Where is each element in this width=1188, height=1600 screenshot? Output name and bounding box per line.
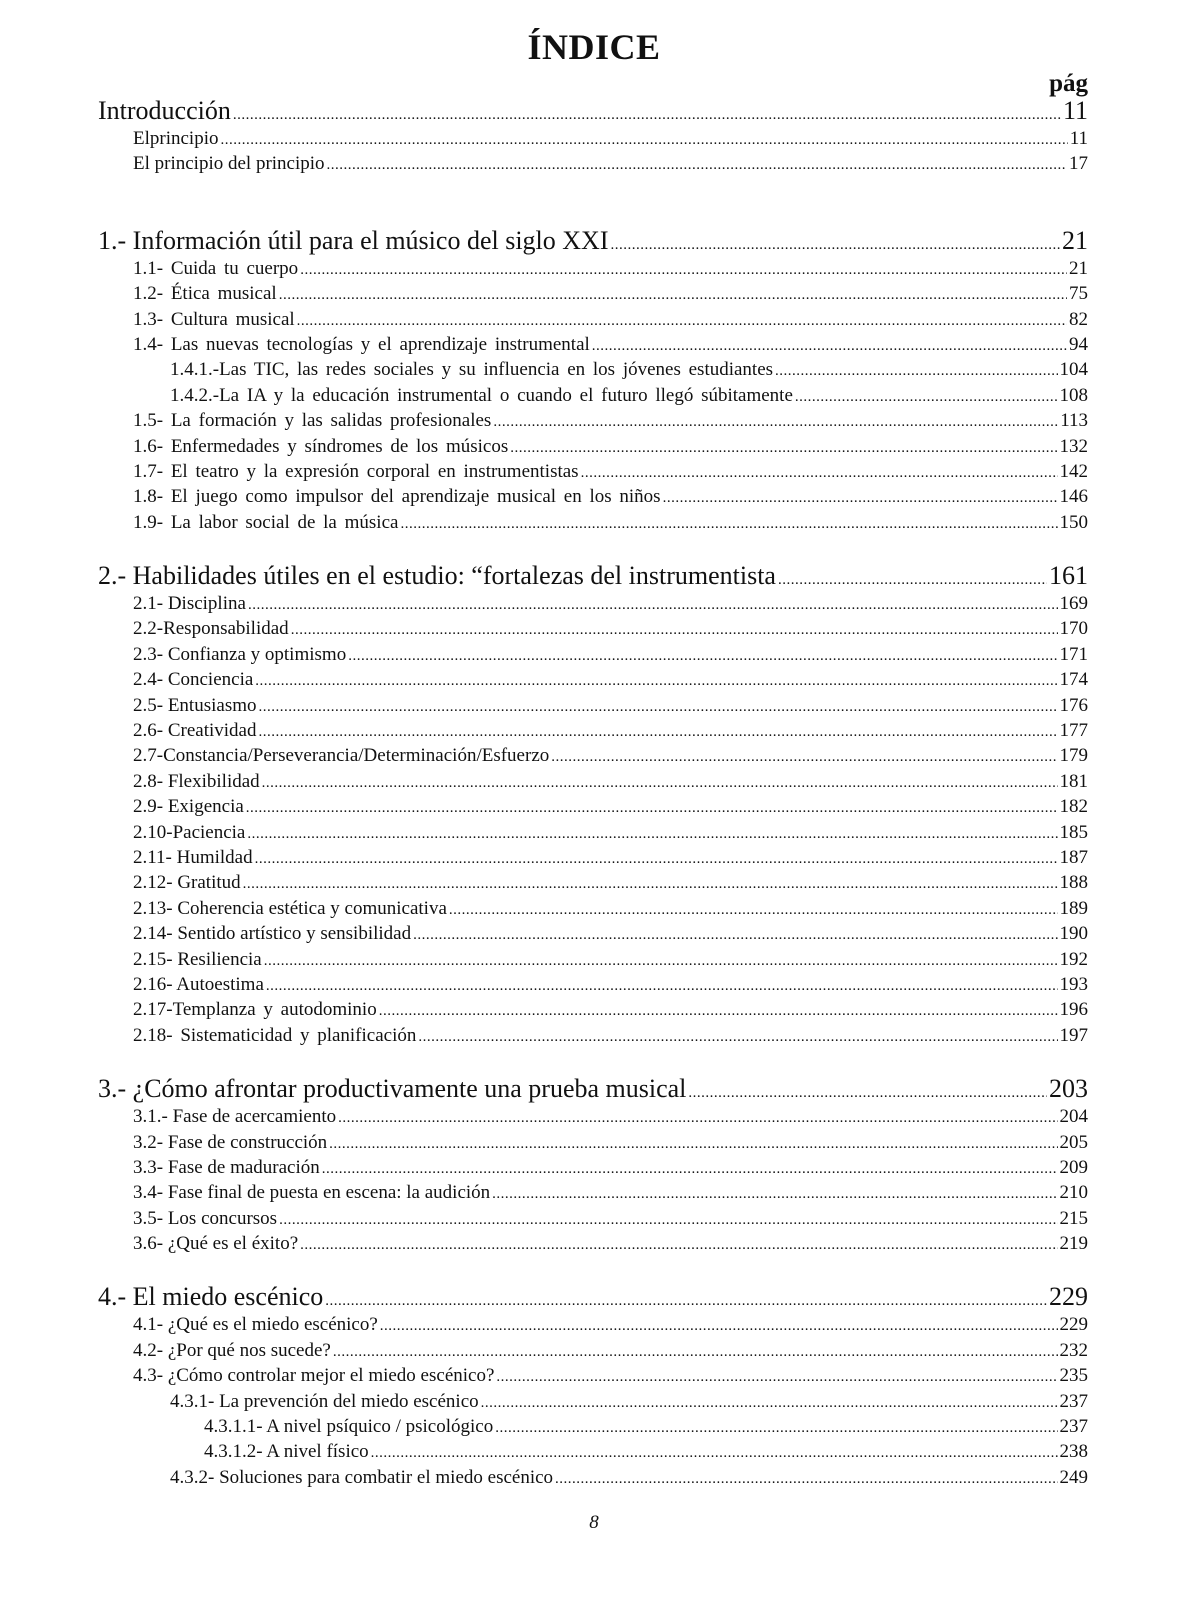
- toc-entry-title: 2.18- Sistematicidad y planificación: [133, 1024, 417, 1046]
- toc-page-number: 235: [1059, 1365, 1088, 1387]
- toc-page-number: 187: [1059, 846, 1088, 868]
- toc-page-number: 11: [1069, 128, 1088, 149]
- toc-page-number: 197: [1059, 1024, 1088, 1046]
- toc-entry-title: 1.2- Ética musical: [133, 283, 277, 305]
- toc-page-number: 189: [1059, 897, 1088, 919]
- dot-leader: [493, 410, 1058, 435]
- page-column-label: pág: [1049, 70, 1088, 97]
- dot-leader: [610, 230, 1060, 260]
- toc-page-number: 150: [1059, 511, 1088, 533]
- toc-entry[interactable]: [98, 1389, 1088, 1414]
- toc-entry-title: 4.3.2- Soluciones para combatir el miedo escénico: [170, 1466, 554, 1488]
- toc-entry-title: 1.1- Cuida tu cuerpo: [133, 257, 299, 279]
- toc-page-number: 161: [1049, 561, 1088, 591]
- toc-entry[interactable]: [98, 997, 1088, 1022]
- dot-leader: [496, 1365, 1057, 1390]
- toc-entry-title: 4.2- ¿Por qué nos sucede?: [133, 1339, 331, 1361]
- toc-heading-title: 2.- Habilidades útiles en el estudio: “fortalezas del instrumentista: [98, 561, 776, 591]
- toc-entry-title: 2.2-Responsabilidad: [133, 618, 289, 640]
- page-number: 8: [589, 1512, 599, 1533]
- toc-entry-title: 3.2- Fase de construcción: [133, 1131, 328, 1153]
- toc-entry-title: 1.6- Enfermedades y síndromes de los músicos: [133, 435, 509, 457]
- toc-entry-title: 4.3.1.1- A nivel psíquico / psicológico: [204, 1416, 494, 1438]
- toc-entry-title: 2.8- Flexibilidad: [133, 770, 260, 792]
- dot-leader: [492, 1182, 1057, 1207]
- toc-entry[interactable]: [98, 667, 1088, 692]
- page-title: ÍNDICE: [527, 27, 661, 67]
- dot-leader: [322, 1157, 1058, 1182]
- toc-entry-title: 2.13- Coherencia estética y comunicativa: [133, 897, 447, 919]
- toc-entry[interactable]: [98, 383, 1088, 408]
- toc-entry[interactable]: [98, 616, 1088, 641]
- toc-entry[interactable]: [98, 693, 1088, 718]
- toc-entry[interactable]: [98, 921, 1088, 946]
- dot-leader: [279, 283, 1067, 308]
- dot-leader: [481, 1391, 1058, 1416]
- toc-entry-title: El principio del principio: [133, 153, 325, 175]
- toc-entry[interactable]: [98, 1312, 1088, 1337]
- dot-leader: [264, 949, 1058, 974]
- toc-entry[interactable]: [98, 307, 1088, 332]
- toc-entry[interactable]: [98, 281, 1088, 306]
- toc-entry-title: 2.12- Gratitud: [133, 872, 241, 894]
- toc-page-number: 249: [1059, 1466, 1088, 1488]
- dot-leader: [297, 309, 1067, 334]
- toc-page-number: 219: [1059, 1233, 1088, 1255]
- toc-page-number: 104: [1059, 359, 1088, 381]
- toc-entry-title: 2.10-Paciencia: [133, 821, 246, 843]
- toc-entry[interactable]: [98, 484, 1088, 509]
- toc-entry[interactable]: [98, 1439, 1088, 1464]
- toc-page-number: 229: [1049, 1282, 1088, 1312]
- toc-page-number: 237: [1059, 1416, 1088, 1438]
- toc-entry-title: 3.5- Los concursos: [133, 1207, 278, 1229]
- toc-entry-title: 3.1.- Fase de acercamiento: [133, 1106, 337, 1128]
- toc-entry[interactable]: [98, 769, 1088, 794]
- toc-entry-title: Elprincipio: [133, 128, 219, 149]
- toc-page-number: 176: [1059, 694, 1088, 716]
- toc-entry[interactable]: [98, 126, 1088, 151]
- toc-entry[interactable]: [98, 743, 1088, 768]
- toc-page-number: 185: [1059, 821, 1088, 843]
- toc-heading-title: 3.- ¿Cómo afrontar productivamente una prueba musical: [98, 1074, 687, 1104]
- toc-page-number: 182: [1059, 796, 1088, 818]
- toc-heading-chapter-2[interactable]: [98, 561, 1088, 591]
- dot-leader: [380, 1314, 1058, 1339]
- dot-leader: [220, 128, 1067, 153]
- dot-leader: [279, 1208, 1057, 1233]
- toc-heading-chapter-3[interactable]: [98, 1074, 1088, 1104]
- toc-entry-title: 1.8- El juego como impulsor del aprendizaje musical en los niños: [133, 486, 661, 508]
- dot-leader: [379, 999, 1058, 1024]
- dot-leader: [688, 1078, 1047, 1108]
- toc-page-number: 215: [1059, 1207, 1088, 1229]
- toc-entry-title: 2.16- Autoestima: [133, 973, 264, 995]
- dot-leader: [255, 847, 1058, 872]
- dot-leader: [300, 1233, 1057, 1258]
- toc-entry-title: 1.4.2.-La IA y la educación instrumental o cuando el futuro llegó súbitamente: [170, 384, 793, 406]
- toc-page-number: 190: [1059, 923, 1088, 945]
- toc-entry[interactable]: [98, 1363, 1088, 1388]
- toc-page-number: 82: [1069, 308, 1088, 330]
- toc-entry-title: 1.9- La labor social de la música: [133, 511, 399, 533]
- dot-leader: [555, 1467, 1057, 1492]
- toc-heading-introduction[interactable]: [98, 96, 1088, 126]
- toc-heading-title: 1.- Información útil para el músico del siglo XXI: [98, 225, 609, 255]
- toc-entry[interactable]: [98, 1206, 1088, 1231]
- dot-leader: [258, 720, 1057, 745]
- toc-entry[interactable]: [98, 1130, 1088, 1155]
- toc-page-number: 94: [1069, 333, 1088, 355]
- dot-leader: [418, 1025, 1057, 1050]
- dot-leader: [329, 1132, 1057, 1157]
- toc-entry-title: 2.5- Entusiasmo: [133, 694, 257, 716]
- toc-entry[interactable]: [98, 820, 1088, 845]
- toc-page-number: 229: [1059, 1314, 1088, 1336]
- dot-leader: [247, 822, 1057, 847]
- dot-leader: [338, 1106, 1057, 1131]
- toc-page-number: 11: [1062, 96, 1088, 125]
- dot-leader: [291, 618, 1058, 643]
- dot-leader: [449, 898, 1058, 923]
- toc-entry[interactable]: [98, 1465, 1088, 1490]
- toc-entry-title: 4.3- ¿Cómo controlar mejor el miedo escénico?: [133, 1365, 495, 1387]
- toc-entry[interactable]: [98, 256, 1088, 281]
- toc-entry-title: 2.6- Creatividad: [133, 720, 257, 742]
- toc-entry[interactable]: [98, 947, 1088, 972]
- toc-page-number: 75: [1069, 283, 1088, 305]
- toc-entry-title: 1.4- Las nuevas tecnologías y el aprendizaje instrumental: [133, 333, 590, 355]
- dot-leader: [259, 695, 1058, 720]
- toc-entry-title: 2.7-Constancia/Perseverancia/Determinación/Esfuerzo: [133, 745, 550, 767]
- toc-entry[interactable]: [98, 972, 1088, 997]
- toc-entry-title: 1.7- El teatro y la expresión corporal en instrumentistas: [133, 460, 579, 482]
- dot-leader: [371, 1441, 1058, 1466]
- toc-entry-title: 2.9- Exigencia: [133, 796, 244, 818]
- toc-heading-title: 4.- El miedo escénico: [98, 1282, 324, 1312]
- toc-entry-title: 1.5- La formación y las salidas profesionales: [133, 410, 492, 432]
- toc-page-number: 170: [1059, 618, 1088, 640]
- toc-page-number: 21: [1069, 257, 1088, 279]
- toc-entry-title: 2.17-Templanza y autodominio: [133, 999, 377, 1021]
- toc-entry-title: 2.15- Resiliencia: [133, 948, 262, 970]
- toc-heading-chapter-1[interactable]: [98, 226, 1088, 256]
- toc-page-number: 238: [1059, 1441, 1088, 1463]
- dot-leader: [333, 1340, 1058, 1365]
- toc-entry-title: 3.6- ¿Qué es el éxito?: [133, 1233, 299, 1255]
- toc-page-number: 146: [1059, 486, 1088, 508]
- toc-entry[interactable]: [98, 845, 1088, 870]
- dot-leader: [348, 644, 1057, 669]
- toc-page-number: 210: [1059, 1182, 1088, 1204]
- toc-heading-chapter-4[interactable]: [98, 1282, 1088, 1312]
- dot-leader: [778, 565, 1047, 595]
- toc-entry-title: 1.3- Cultura musical: [133, 308, 295, 330]
- dot-leader: [510, 436, 1057, 461]
- toc-page-number: 188: [1059, 872, 1088, 894]
- toc-entry[interactable]: [98, 718, 1088, 743]
- dot-leader: [795, 385, 1058, 410]
- dot-leader: [327, 153, 1067, 178]
- dot-leader: [300, 258, 1067, 283]
- toc-page-number: 17: [1069, 153, 1088, 175]
- toc-entry[interactable]: [98, 794, 1088, 819]
- toc-page-number: 171: [1059, 643, 1088, 665]
- toc-entry-title: 3.3- Fase de maduración: [133, 1156, 320, 1178]
- toc-page-number: 179: [1059, 745, 1088, 767]
- toc-entry-title: 2.11- Humildad: [133, 846, 253, 868]
- toc-page-number: 132: [1059, 435, 1088, 457]
- dot-leader: [246, 796, 1058, 821]
- dot-leader: [592, 334, 1067, 359]
- toc-entry-title: 2.3- Confianza y optimismo: [133, 643, 347, 665]
- dot-leader: [663, 486, 1058, 511]
- dot-leader: [255, 669, 1057, 694]
- toc-page-number: 204: [1059, 1106, 1088, 1128]
- table-of-contents: [98, 96, 1088, 1490]
- toc-entry[interactable]: [98, 1180, 1088, 1205]
- toc-page-number: 108: [1059, 384, 1088, 406]
- toc-page-number: 205: [1059, 1131, 1088, 1153]
- dot-leader: [266, 974, 1058, 999]
- toc-entry-title: 2.1- Disciplina: [133, 593, 246, 615]
- toc-entry[interactable]: [98, 434, 1088, 459]
- toc-entry-title: 3.4- Fase final de puesta en escena: la audición: [133, 1182, 491, 1204]
- dot-leader: [400, 512, 1057, 537]
- toc-page-number: 193: [1059, 973, 1088, 995]
- toc-entry[interactable]: [98, 870, 1088, 895]
- toc-entry[interactable]: [98, 1155, 1088, 1180]
- toc-page-number: 142: [1059, 460, 1088, 482]
- toc-page-number: 177: [1059, 720, 1088, 742]
- toc-entry-title: 4.3.1- La prevención del miedo escénico: [170, 1390, 479, 1412]
- dot-leader: [775, 359, 1057, 384]
- toc-entry[interactable]: [98, 1023, 1088, 1048]
- toc-entry[interactable]: [98, 642, 1088, 667]
- toc-entry-title: 1.4.1.-Las TIC, las redes sociales y su influencia en los jóvenes estudiantes: [170, 359, 774, 381]
- toc-heading-title: Introducción: [98, 96, 231, 125]
- toc-entry[interactable]: [98, 459, 1088, 484]
- dot-leader: [243, 872, 1058, 897]
- toc-page-number: 169: [1059, 593, 1088, 615]
- toc-entry[interactable]: [98, 357, 1088, 382]
- dot-leader: [233, 100, 1061, 130]
- toc-entry[interactable]: [98, 1104, 1088, 1129]
- dot-leader: [325, 1286, 1047, 1316]
- toc-entry[interactable]: [98, 1414, 1088, 1439]
- toc-page-number: 237: [1059, 1390, 1088, 1412]
- toc-page-number: 192: [1059, 948, 1088, 970]
- dot-leader: [495, 1416, 1057, 1441]
- toc-entry[interactable]: [98, 1231, 1088, 1256]
- toc-entry[interactable]: [98, 1338, 1088, 1363]
- dot-leader: [262, 771, 1058, 796]
- toc-entry[interactable]: [98, 591, 1088, 616]
- toc-entry[interactable]: [98, 332, 1088, 357]
- dot-leader: [413, 923, 1057, 948]
- dot-leader: [551, 745, 1057, 770]
- toc-entry[interactable]: [98, 896, 1088, 921]
- toc-page-number: 196: [1059, 999, 1088, 1021]
- dot-leader: [248, 593, 1058, 618]
- toc-entry[interactable]: [98, 408, 1088, 433]
- toc-page-number: 21: [1062, 225, 1088, 255]
- toc-entry-title: 4.1- ¿Qué es el miedo escénico?: [133, 1314, 378, 1336]
- toc-entry[interactable]: [98, 151, 1088, 176]
- dot-leader: [581, 461, 1058, 486]
- toc-page-number: 209: [1059, 1156, 1088, 1178]
- toc-page-number: 174: [1059, 669, 1088, 691]
- toc-entry[interactable]: [98, 510, 1088, 535]
- toc-entry-title: 4.3.1.2- A nivel físico: [204, 1441, 369, 1463]
- toc-page-number: 203: [1049, 1074, 1088, 1104]
- toc-page-number: 181: [1059, 770, 1088, 792]
- toc-page-number: 113: [1060, 410, 1088, 432]
- toc-entry-title: 2.4- Conciencia: [133, 669, 254, 691]
- toc-page-number: 232: [1059, 1339, 1088, 1361]
- toc-entry-title: 2.14- Sentido artístico y sensibilidad: [133, 923, 412, 945]
